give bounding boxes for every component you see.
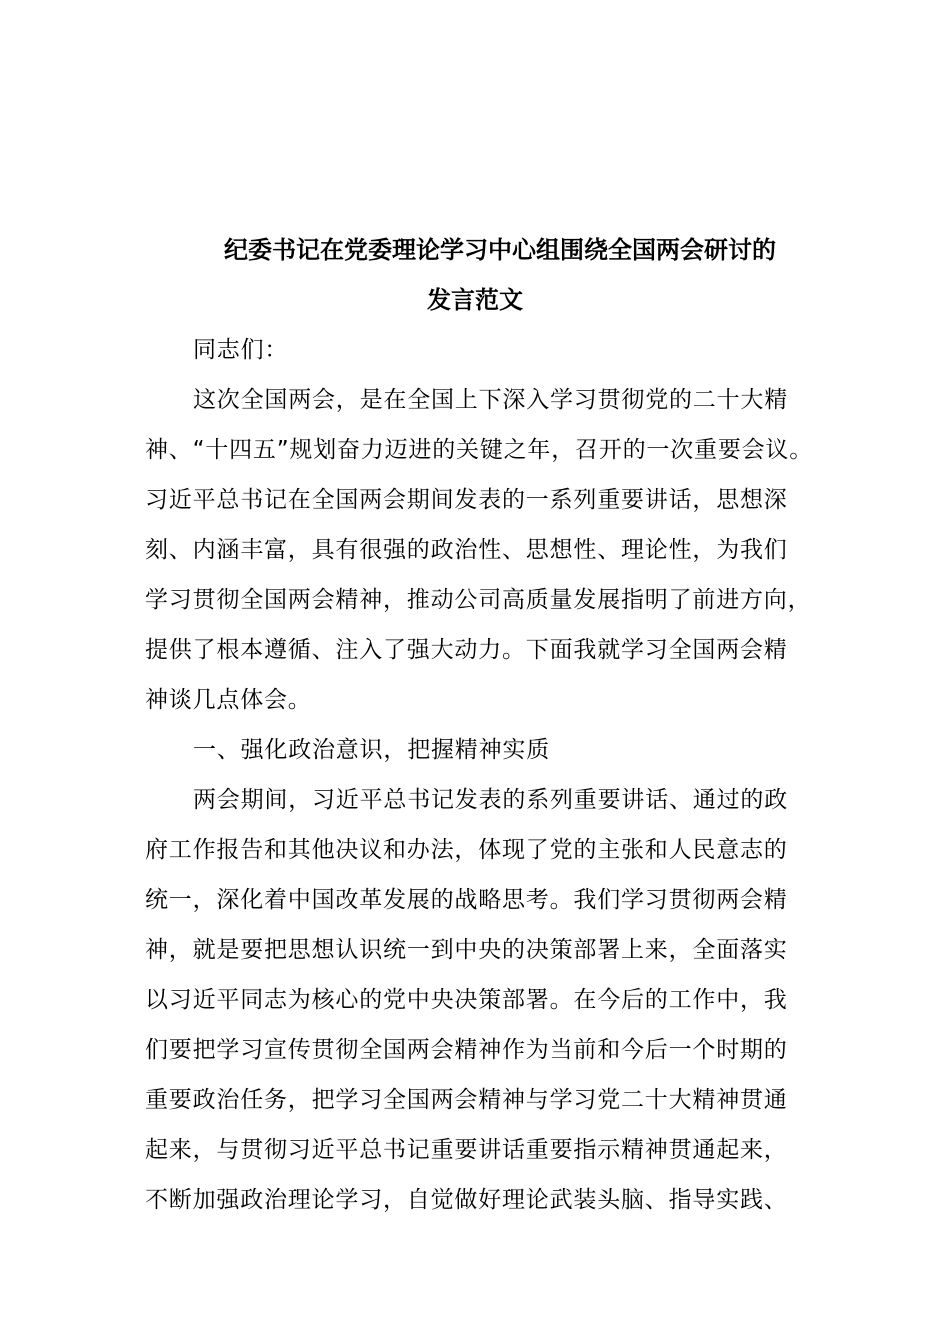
paragraph-line: 神、“十四五”规划奋力迈进的关键之年，召开的一次重要会议。 <box>145 437 814 463</box>
paragraph-line: 重要政治任务，把学习全国两会精神与学习党二十大精神贯通 <box>145 1087 788 1113</box>
paragraph-line: 这次全国两会，是在全国上下深入学习贯彻党的二十大精 <box>193 387 788 413</box>
paragraph-line: 起来，与贯彻习近平总书记重要讲话重要指示精神贯通起来， <box>145 1137 788 1163</box>
paragraph-line: 府工作报告和其他决议和办法，体现了党的主张和人民意志的 <box>145 837 788 863</box>
document-title-line-2: 发言范文 <box>427 286 523 314</box>
paragraph-line: 两会期间，习近平总书记发表的系列重要讲话、通过的政 <box>193 787 788 813</box>
section-heading: 一、强化政治意识，把握精神实质 <box>193 737 550 763</box>
paragraph-line: 提供了根本遵循、注入了强大动力。下面我就学习全国两会精 <box>145 637 788 663</box>
paragraph-line: 习近平总书记在全国两会期间发表的一系列重要讲话，思想深 <box>145 487 788 513</box>
salutation: 同志们： <box>193 337 289 363</box>
paragraph-line: 刻、内涵丰富，具有很强的政治性、思想性、理论性，为我们 <box>145 537 788 563</box>
paragraph-line: 神，就是要把思想认识统一到中央的决策部署上来，全面落实 <box>145 937 788 963</box>
paragraph-line: 以习近平同志为核心的党中央决策部署。在今后的工作中，我 <box>145 987 788 1013</box>
paragraph-line: 们要把学习宣传贯彻全国两会精神作为当前和今后一个时期的 <box>145 1037 788 1063</box>
paragraph-line: 统一，深化着中国改革发展的战略思考。我们学习贯彻两会精 <box>145 887 788 913</box>
paragraph-line: 不断加强政治理论学习，自觉做好理论武装头脑、指导实践、 <box>145 1187 788 1213</box>
paragraph-line: 神谈几点体会。 <box>145 687 312 713</box>
paragraph-line: 学习贯彻全国两会精神，推动公司高质量发展指明了前进方向， <box>145 587 812 613</box>
document-title-line-1: 纪委书记在党委理论学习中心组围绕全国两会研讨的 <box>224 236 776 264</box>
